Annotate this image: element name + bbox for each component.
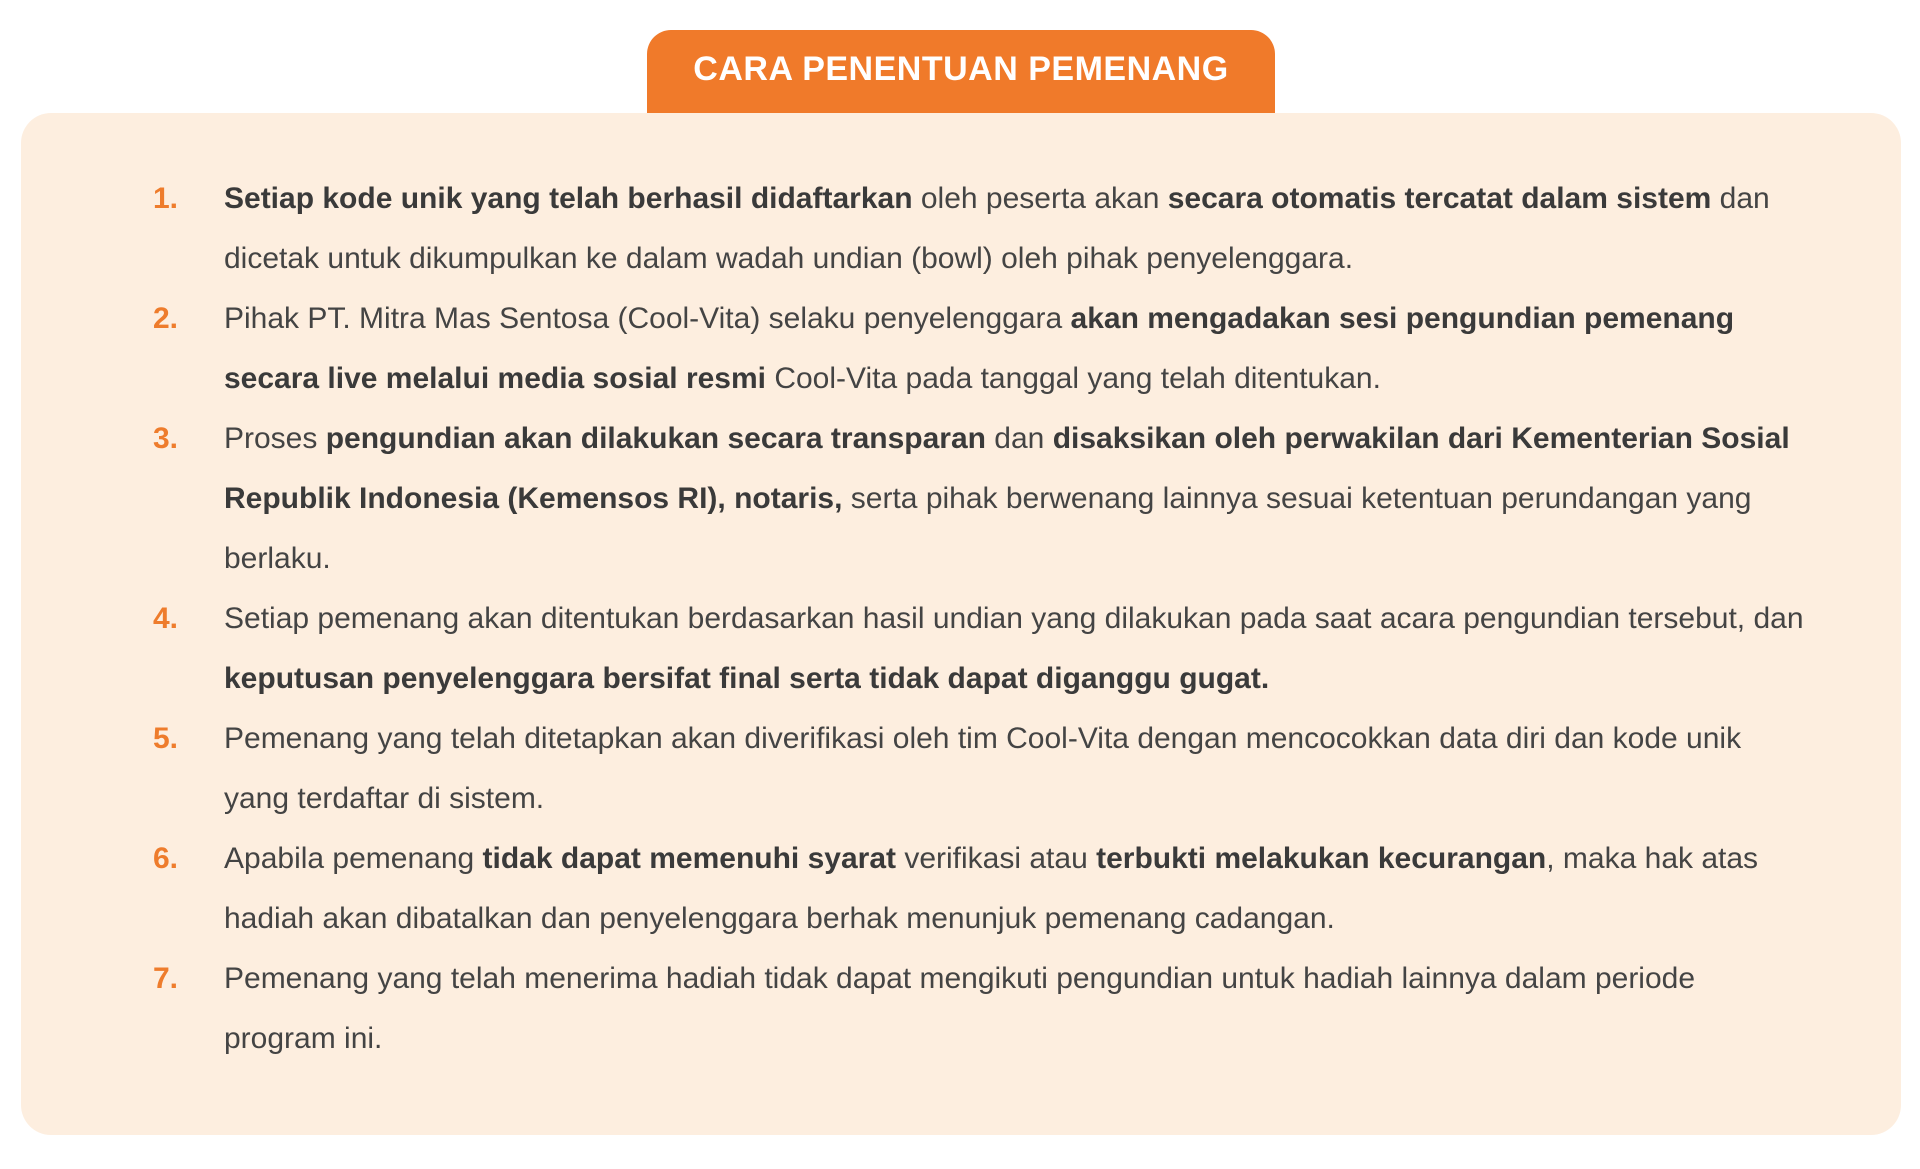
item-text-segment: oleh peserta akan <box>912 182 1168 215</box>
item-text-segment: Cool-Vita pada tanggal yang telah ditentukan. <box>766 362 1381 395</box>
item-text-segment: Pemenang yang telah menerima hadiah tidak dapat mengikuti pengundian untuk hadiah lainnya dalam periode program ini. <box>224 962 1696 1055</box>
item-text-segment: secara otomatis tercatat dalam sistem <box>1167 182 1712 215</box>
item-number: 1. <box>153 182 179 215</box>
list-item <box>21 829 1804 949</box>
item-text-segment: pengundian akan dilakukan secara transparan <box>325 422 986 455</box>
list-item <box>21 169 1804 289</box>
item-text-segment: Proses <box>224 422 326 455</box>
list-item <box>21 949 1804 1069</box>
item-number: 5. <box>153 722 179 755</box>
section-title: CARA PENENTUAN PEMENANG <box>647 30 1275 115</box>
list-item <box>21 409 1804 589</box>
item-text-segment: terbukti melakukan kecurangan <box>1096 842 1547 875</box>
item-text-segment: Pemenang yang telah ditetapkan akan diverifikasi oleh tim Cool-Vita dengan mencocokkan data diri dan kode unik yang terdaftar di sistem. <box>224 722 1742 815</box>
item-text-segment: dan <box>985 422 1053 455</box>
item-number: 4. <box>153 602 179 635</box>
item-text-segment: tidak dapat memenuhi syarat <box>482 842 896 875</box>
item-number: 6. <box>153 842 179 875</box>
list-item <box>21 589 1804 709</box>
content-panel <box>21 113 1901 1135</box>
item-text-segment: verifikasi atau <box>896 842 1097 875</box>
item-text-segment: dan dicetak untuk dikumpulkan ke dalam wadah undian (bowl) oleh pihak penyelenggara. <box>224 182 1770 275</box>
item-text-segment: akan mengadakan sesi pengundian pemenang secara live melalui media sosial resmi <box>224 302 1735 395</box>
item-number: 3. <box>153 422 179 455</box>
item-number: 7. <box>153 962 179 995</box>
item-text-segment: serta pihak berwenang lainnya sesuai ketentuan perundangan yang berlaku. <box>224 482 1752 575</box>
item-text-segment: Setiap pemenang akan ditentukan berdasarkan hasil undian yang dilakukan pada saat acara pengundian tersebut, dan <box>224 602 1804 635</box>
item-number: 2. <box>153 302 179 335</box>
item-text-segment: Setiap kode unik yang telah berhasil didaftarkan <box>224 182 913 215</box>
winner-rules-list <box>21 169 1901 1069</box>
item-text-segment: disaksikan oleh perwakilan dari Kementerian Sosial Republik Indonesia (Kemensos RI), notaris, <box>224 422 1790 515</box>
item-text-segment: keputusan penyelenggara bersifat final serta tidak dapat diganggu gugat. <box>224 662 1270 695</box>
item-text-segment: Pihak PT. Mitra Mas Sentosa (Cool-Vita) selaku penyelenggara <box>224 302 1071 335</box>
item-text-segment: , maka hak atas hadiah akan dibatalkan dan penyelenggara berhak menunjuk pemenang cadangan. <box>224 842 1759 935</box>
list-item <box>21 289 1804 409</box>
item-text-segment: Apabila pemenang <box>224 842 483 875</box>
list-item <box>21 709 1804 829</box>
